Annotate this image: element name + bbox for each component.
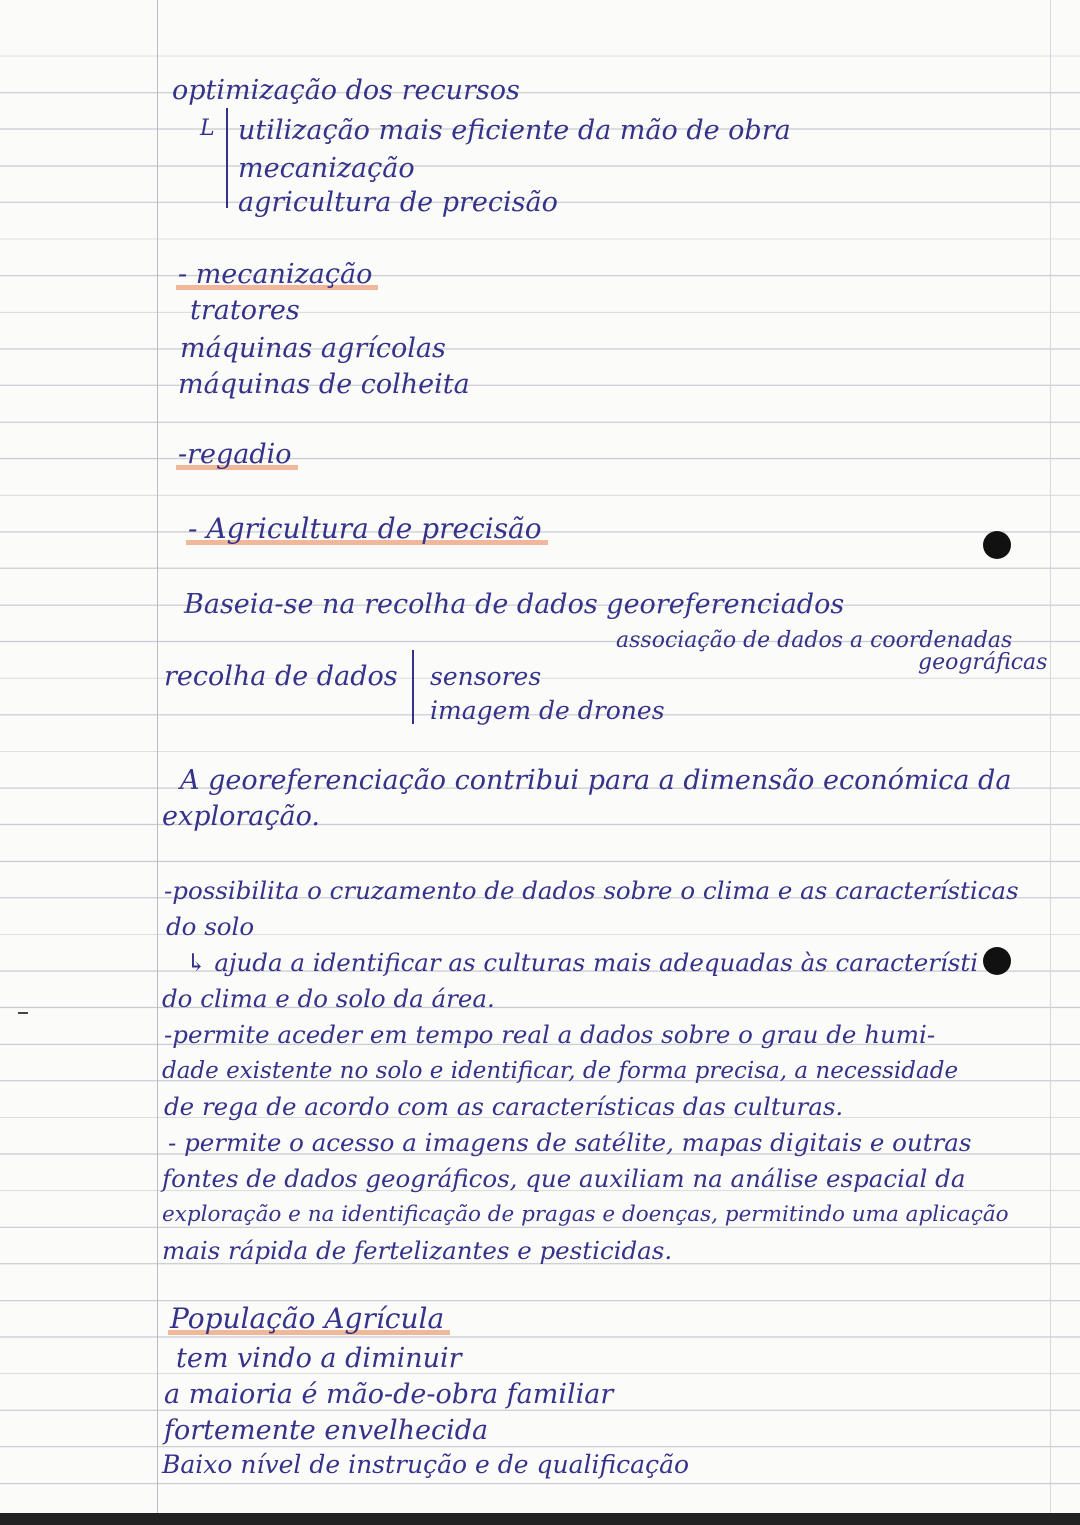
- precision-definition-cont: geográficas: [918, 650, 1048, 675]
- precision-heading-text: - Agricultura de precisão: [186, 512, 548, 545]
- population-heading: [168, 1302, 450, 1336]
- mechanization-heading-text: - mecanização: [176, 259, 378, 290]
- georef-bullet: ↳ ajuda a identificar as culturas mais adequadas às característi: [186, 948, 979, 977]
- georef-bullet: mais rápida de fertelizantes e pesticidas.: [162, 1236, 673, 1265]
- data-collection-label: recolha de dados: [164, 661, 398, 692]
- margin-line: [157, 0, 158, 1525]
- mechanization-item: tratores: [190, 295, 300, 326]
- population-item: fortemente envelhecida: [164, 1415, 489, 1446]
- binder-hole: [983, 947, 1011, 975]
- binder-hole: [983, 531, 1011, 559]
- irrigation-heading: [176, 438, 298, 472]
- georef-bullet: - permite o acesso a imagens de satélite, mapas digitais e outras: [168, 1128, 972, 1157]
- georef-bullet: fontes de dados geográficos, que auxiliam na análise espacial da: [162, 1164, 966, 1193]
- optimization-item: agricultura de precisão: [238, 187, 558, 218]
- population-item: Baixo nível de instrução e de qualificação: [162, 1450, 690, 1479]
- data-collection-item: sensores: [430, 662, 542, 691]
- precision-intro: Baseia-se na recolha de dados georeferenciados: [184, 589, 845, 620]
- georef-bullet: exploração e na identificação de pragas e doenças, permitindo uma aplicação: [162, 1202, 1009, 1227]
- population-item: a maioria é mão-de-obra familiar: [164, 1379, 614, 1410]
- bracket-bar: [412, 650, 414, 724]
- precision-definition: associação de dados a coordenadas: [616, 628, 1013, 653]
- mechanization-item: máquinas agrícolas: [180, 333, 446, 364]
- optimization-item: utilização mais eficiente da mão de obra: [238, 115, 791, 146]
- bracket-bar: [226, 108, 228, 208]
- population-item: tem vindo a diminuir: [176, 1343, 462, 1374]
- georef-statement: A georeferenciação contribui para a dimensão económica da: [180, 765, 1012, 796]
- georef-bullet: do solo: [166, 912, 255, 941]
- population-heading-text: População Agrícula: [168, 1302, 450, 1335]
- georef-statement-cont: exploração.: [162, 801, 320, 832]
- georef-bullet: dade existente no solo e identificar, de forma precisa, a necessidade: [162, 1058, 959, 1084]
- scan-edge: [0, 1513, 1080, 1525]
- precision-heading: [186, 512, 548, 546]
- optimization-prefix: L: [200, 116, 215, 141]
- mechanization-item: máquinas de colheita: [178, 369, 470, 400]
- optimization-item: mecanização: [238, 153, 415, 184]
- optimization-heading: optimização dos recursos: [172, 75, 520, 106]
- irrigation-heading-text: -regadio: [176, 439, 298, 470]
- georef-bullet: -possibilita o cruzamento de dados sobre o clima e as características: [164, 876, 1019, 905]
- right-edge-line: [1050, 0, 1051, 1525]
- edge-mark: [18, 1012, 28, 1014]
- georef-bullet: de rega de acordo com as características das culturas.: [164, 1092, 844, 1121]
- data-collection-item: imagem de drones: [430, 696, 665, 725]
- georef-bullet: -permite aceder em tempo real a dados sobre o grau de humi-: [164, 1020, 936, 1049]
- georef-bullet: do clima e do solo da área.: [162, 984, 495, 1013]
- mechanization-heading: [176, 258, 378, 292]
